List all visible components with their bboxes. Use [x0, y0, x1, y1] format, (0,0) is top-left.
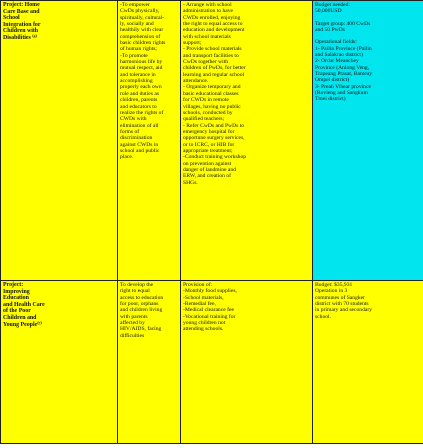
- activities-text: [183, 282, 310, 333]
- text-line: School: [3, 15, 20, 22]
- text-line: and tolerance in: [120, 71, 156, 78]
- text-line: healthily with clear: [120, 27, 164, 34]
- text-line: and transport facilities to: [183, 52, 239, 59]
- activities-cell: [181, 281, 313, 444]
- text-line: Tmei district): [315, 96, 346, 103]
- text-line: - Refer CwDs and PwDs to: [183, 122, 245, 129]
- text-line: Operation in 3: [315, 288, 348, 295]
- budget-cell: [313, 281, 423, 444]
- text-line: school and public: [120, 147, 160, 154]
- text-line: qualified teachers;: [183, 116, 225, 123]
- text-line: Province (Anlong Veng,: [315, 64, 370, 71]
- text-line: children, parents: [120, 97, 158, 104]
- text-line: difficulties: [120, 332, 145, 339]
- text-line: -Conduct training workshop: [183, 154, 247, 161]
- text-line: forms of: [120, 128, 140, 135]
- text-line: access to education: [120, 294, 164, 301]
- text-line: school.: [315, 313, 332, 320]
- text-line: or to ICRC, or HIB for: [183, 141, 235, 148]
- text-line: comprehension of: [120, 33, 161, 40]
- activities-text: [183, 2, 310, 186]
- text-line: support;: [183, 40, 202, 47]
- text-line: properly each own: [120, 84, 162, 91]
- text-line: CwDs together with: [183, 59, 229, 66]
- text-line: - Organize temporary and: [183, 84, 241, 91]
- text-line: mutual respect, aid: [120, 65, 163, 72]
- text-line: schools, conducted by: [183, 109, 233, 116]
- text-line: realize the rights of: [120, 109, 164, 116]
- text-line: affected by: [120, 320, 145, 327]
- text-line: -Monthly food supplies,: [183, 288, 237, 295]
- text-line: -To empower: [120, 2, 150, 8]
- text-line: learning and regular school: [183, 71, 245, 78]
- text-line: young children not: [183, 320, 226, 327]
- project-cell: [1, 281, 118, 444]
- project-cell: [1, 1, 118, 281]
- text-line: administration to have: [183, 8, 234, 15]
- text-line: and Salakrao district): [315, 52, 363, 59]
- text-line: Budget needed:: [315, 2, 350, 8]
- budget-cell: [313, 1, 423, 281]
- objectives-cell: [118, 1, 181, 281]
- text-line: HIV/AIDS, facing: [120, 326, 162, 333]
- text-line: emergency hospital for: [183, 128, 235, 135]
- text-line: Ompel district): [315, 77, 350, 84]
- text-line: danger of landmine and: [183, 166, 236, 173]
- text-line: Improving: [3, 288, 30, 295]
- text-line: of the Poor: [3, 308, 31, 315]
- text-line: place.: [120, 154, 134, 161]
- text-line: ly, socially and: [120, 21, 154, 28]
- text-line: children of PwDs, for better: [183, 65, 246, 72]
- budget-text: [315, 2, 423, 103]
- text-line: 3- Preah Vihear province: [315, 83, 371, 90]
- activities-cell: [181, 1, 313, 281]
- text-line: CWDs enrolled, enjoying: [183, 14, 241, 21]
- text-line: (Rovieng and Sangkum: [315, 90, 368, 97]
- text-line: on prevention against: [183, 160, 232, 167]
- table-row: [1, 281, 423, 444]
- text-line: discrimination: [120, 135, 153, 142]
- text-line: Target group: 400 CwDs: [315, 20, 371, 27]
- text-line: -School materials,: [183, 294, 224, 301]
- text-line: Young People⁽⁷⁾: [3, 321, 42, 328]
- text-line: of human rights;: [120, 46, 157, 53]
- text-line: -Medical clearance fee: [183, 307, 234, 314]
- text-line: 1- Pailin Province (Pailin: [315, 45, 372, 52]
- text-line: -To promote: [120, 52, 148, 59]
- text-line: spiritually, cultural-: [120, 14, 165, 21]
- text-line: Provision of:: [183, 282, 213, 288]
- text-line: SHGs.: [183, 179, 198, 186]
- text-line: Operational fields:: [315, 39, 357, 46]
- text-line: Project:: [3, 282, 24, 288]
- text-line: harmonious life by: [120, 59, 163, 66]
- text-line: in primary and secondary: [315, 307, 373, 314]
- text-line: Project: Home: [3, 2, 40, 8]
- text-line: with parents: [120, 313, 148, 320]
- text-line: villages, having no public: [183, 103, 241, 110]
- project-title: [3, 282, 115, 328]
- text-line: role and duties as: [120, 90, 159, 97]
- text-line: Care Base and: [3, 8, 40, 15]
- text-line: -Vocational training for: [183, 313, 236, 320]
- table-row: [1, 1, 423, 281]
- text-line: To develop the: [120, 282, 154, 288]
- text-line: - Provide school materials: [183, 46, 242, 53]
- text-line: elimination of all: [120, 122, 159, 129]
- text-line: the right to equal access to: [183, 21, 243, 28]
- text-line: - Arrange with school: [183, 2, 232, 8]
- text-line: Education: [3, 295, 29, 302]
- text-line: education and development: [183, 27, 245, 34]
- text-line: right to equal: [120, 288, 150, 295]
- text-line: -Remedial fee,: [183, 301, 216, 308]
- objectives-text: [120, 282, 178, 339]
- budget-text: [315, 282, 423, 320]
- text-line: against CWDs in: [120, 141, 159, 148]
- text-line: appropriate treatment;: [183, 147, 233, 154]
- text-line: CWDs with: [120, 116, 147, 123]
- text-line: attendance.: [183, 78, 209, 85]
- text-line: communes of Sangker: [315, 294, 366, 301]
- text-line: and Health Care: [3, 301, 45, 308]
- text-line: and 50 PwDs: [315, 27, 345, 34]
- text-line: opportune surgery services,: [183, 135, 245, 142]
- text-line: and educators to: [120, 103, 157, 110]
- text-line: accomplishing: [120, 78, 153, 85]
- text-line: with school materials: [183, 33, 231, 40]
- text-line: for CWDs in remote: [183, 97, 229, 104]
- text-line: attending schools.: [183, 326, 224, 333]
- text-line: Trapeang Prasat, Banteay: [315, 71, 373, 78]
- text-line: 50,000USD: [315, 8, 342, 15]
- objectives-cell: [118, 281, 181, 444]
- text-line: and children living: [120, 307, 163, 314]
- text-line: Integration for: [3, 21, 41, 28]
- text-line: CwDs physically,: [120, 8, 160, 15]
- text-line: basic children rights: [120, 40, 166, 47]
- text-line: Children and: [3, 314, 37, 321]
- text-line: Children with: [3, 28, 39, 35]
- text-line: 2- Ordar Meanchey: [315, 58, 359, 65]
- text-line: ERW, and creation of: [183, 173, 231, 180]
- text-line: Budget: $35,931: [315, 282, 353, 288]
- project-title: [3, 2, 115, 42]
- text-line: basic educational classes: [183, 90, 239, 97]
- text-line: for poor, orphans: [120, 301, 159, 308]
- text-line: district with 70 students: [315, 301, 369, 308]
- text-line: Disabilities ⁽⁶⁾: [3, 34, 37, 41]
- objectives-text: [120, 2, 178, 161]
